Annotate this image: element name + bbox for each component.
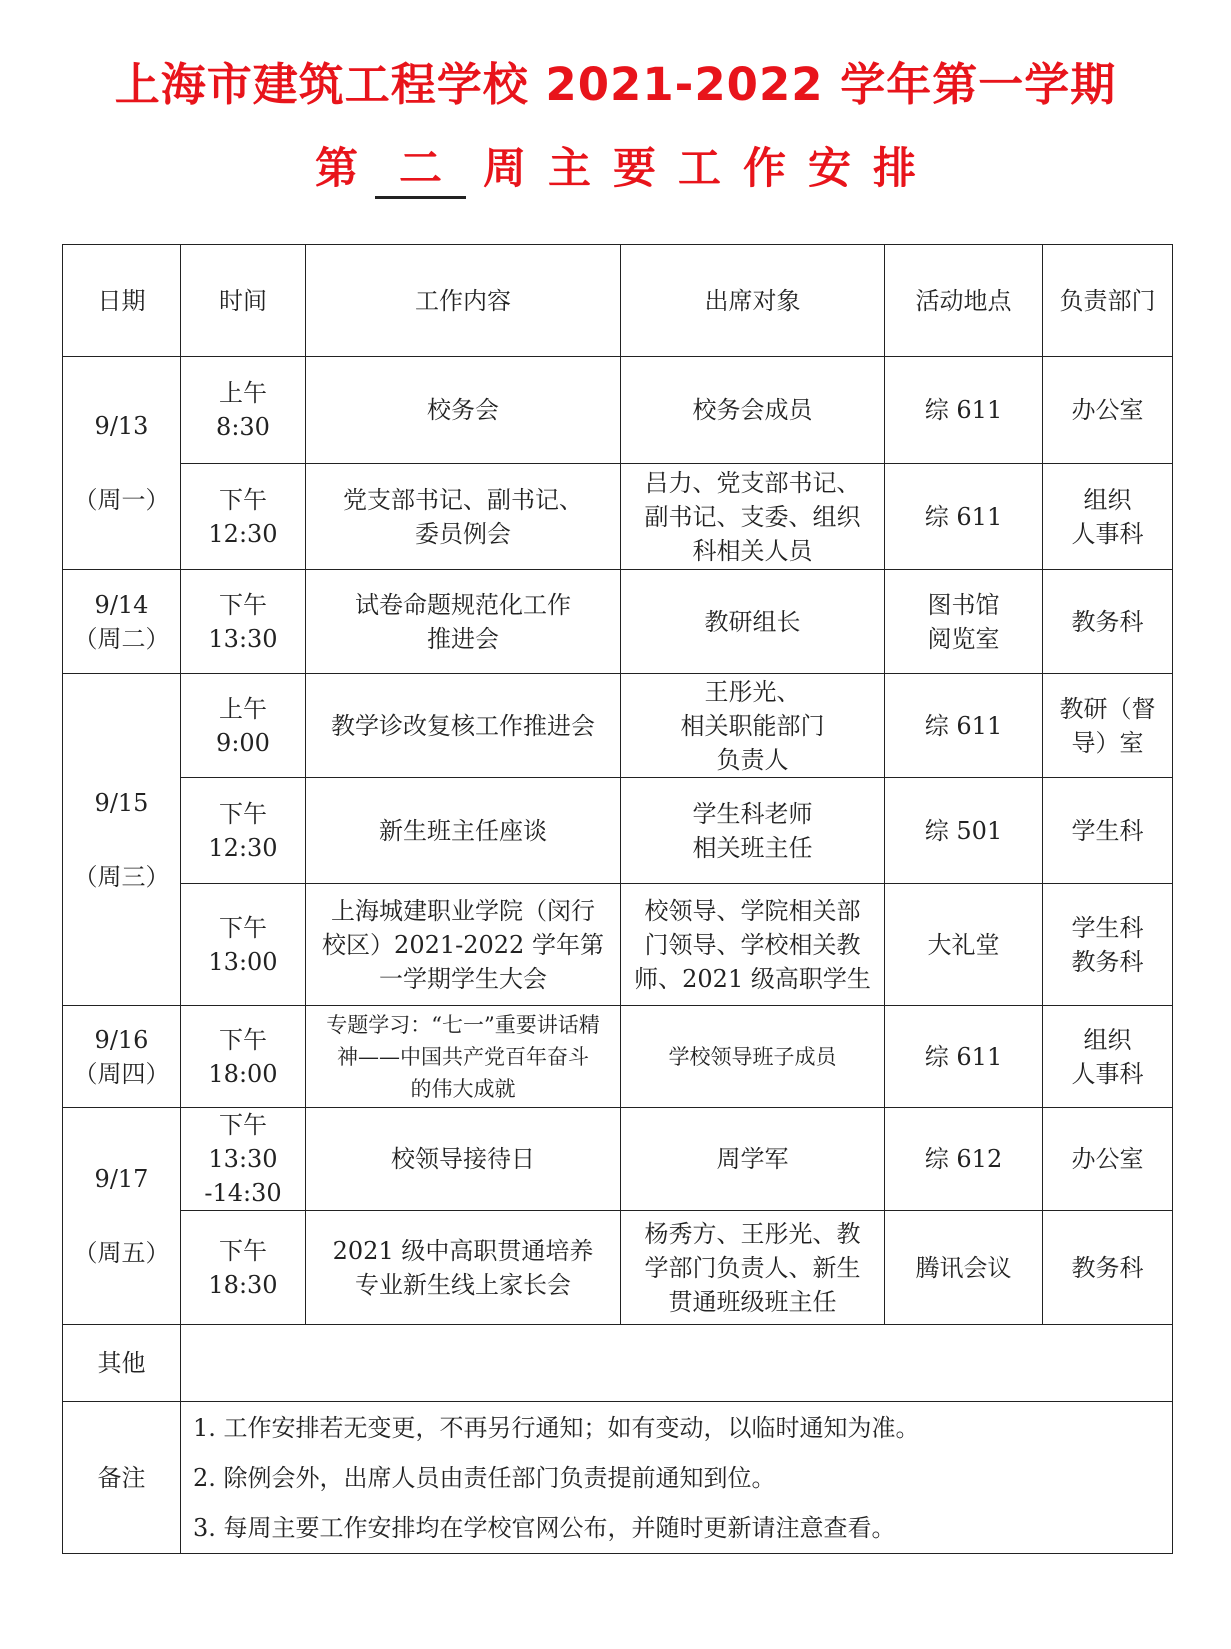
- place-cell: [885, 674, 1043, 778]
- cell-line: 导）室: [1071, 728, 1144, 757]
- header-content: 工作内容: [306, 245, 621, 357]
- table-row: [63, 884, 1173, 1006]
- cell-line: 人事科: [1071, 1059, 1144, 1088]
- cell-line: 下午: [219, 485, 267, 514]
- header-time: 时间: [181, 245, 306, 357]
- weekday-value: （周四）: [73, 1059, 170, 1088]
- cell-line: 校领导、学院相关部: [644, 896, 861, 925]
- attendees-cell: [621, 464, 885, 570]
- dept-cell: [1043, 1006, 1173, 1108]
- cell-line: 办公室: [1071, 1145, 1144, 1173]
- table-row: [63, 778, 1173, 884]
- cell-line: 18:30: [208, 1270, 278, 1299]
- date-cell: [63, 357, 181, 570]
- weekday-value: （周二）: [73, 624, 170, 653]
- cell-line: 的伟大成就: [410, 1076, 516, 1101]
- cell-line: 大礼堂: [927, 930, 1000, 959]
- cell-line: 专业新生线上家长会: [355, 1270, 571, 1299]
- cell-line: 相关职能部门: [680, 711, 825, 740]
- place-cell: [885, 1006, 1043, 1108]
- time-cell: [181, 778, 306, 884]
- time-cell: [181, 1006, 306, 1108]
- content-cell: [306, 884, 621, 1006]
- cell-line: 腾讯会议: [915, 1253, 1012, 1282]
- content-cell: [306, 1108, 621, 1211]
- date-cell: [63, 570, 181, 674]
- cell-line: 教务科: [1071, 947, 1144, 976]
- table-row: [63, 570, 1173, 674]
- time-cell: [181, 1108, 306, 1211]
- note-item: 2. 除例会外，出席人员由责任部门负责提前通知到位。: [193, 1463, 776, 1492]
- cell-line: 12:30: [208, 519, 278, 548]
- cell-line: 13:30: [208, 624, 278, 653]
- dept-cell: [1043, 357, 1173, 464]
- subtitle-char: 要: [613, 144, 656, 194]
- cell-line: 上海城建职业学院（闵行: [331, 896, 595, 925]
- cell-line: 教研（督: [1059, 694, 1156, 723]
- cell-line: 8:30: [216, 413, 270, 441]
- other-content: [181, 1325, 1173, 1402]
- cell-line: 王彤光、: [704, 677, 801, 706]
- weekday-value: （周五）: [73, 1239, 170, 1267]
- content-cell: [306, 570, 621, 674]
- time-cell: [181, 464, 306, 570]
- cell-line: 试卷命题规范化工作: [355, 590, 571, 619]
- cell-line: 9:00: [216, 728, 270, 757]
- other-row: [63, 1325, 1173, 1402]
- dept-cell: [1043, 570, 1173, 674]
- cell-line: 贯通班级班主任: [668, 1287, 837, 1316]
- place-cell: [885, 778, 1043, 884]
- cell-line: 学部门负责人、新生: [644, 1253, 861, 1282]
- cell-line: 学生科: [1071, 816, 1144, 845]
- cell-line: 下午: [219, 1025, 267, 1054]
- document-title: 上海市建筑工程学校 2021-2022 学年第一学期: [114, 58, 1117, 111]
- cell-line: 一学期学生大会: [379, 964, 547, 993]
- table-row: [63, 1006, 1173, 1108]
- other-label: 其他: [63, 1325, 181, 1402]
- cell-line: 教研组长: [704, 607, 801, 636]
- cell-line: 学生科: [1071, 913, 1144, 942]
- attendees-cell: [621, 778, 885, 884]
- date-value: 9/14: [94, 590, 149, 619]
- attendees-cell: [621, 674, 885, 778]
- date-cell: [63, 1108, 181, 1325]
- cell-line: 学生科老师: [692, 799, 813, 828]
- cell-line: 校务会: [427, 396, 499, 424]
- weekday-value: （周一）: [73, 486, 170, 514]
- table-header-row: [63, 245, 1173, 357]
- attendees-cell: [621, 1211, 885, 1325]
- cell-line: 综 611: [924, 502, 1003, 531]
- cell-line: 新生班主任座谈: [379, 816, 547, 845]
- header-place: 活动地点: [885, 245, 1043, 357]
- cell-line: 教务科: [1071, 1253, 1144, 1282]
- cell-line: 组织: [1083, 485, 1132, 514]
- cell-line: 专题学习：“七一”重要讲话精: [326, 1012, 600, 1037]
- cell-line: 校务会成员: [692, 396, 813, 424]
- cell-line: 委员例会: [415, 519, 511, 548]
- cell-line: 综 611: [924, 1042, 1003, 1071]
- table-row: [63, 674, 1173, 778]
- cell-line: 综 611: [924, 396, 1003, 424]
- cell-line: 组织: [1083, 1025, 1132, 1054]
- table-row: [63, 1108, 1173, 1211]
- cell-line: 校区）2021-2022 学年第: [322, 930, 604, 959]
- date-value: 9/15: [94, 788, 149, 817]
- cell-line: 下午: [219, 590, 267, 619]
- dept-cell: [1043, 884, 1173, 1006]
- date-value: 9/16: [94, 1025, 149, 1054]
- attendees-cell: [621, 357, 885, 464]
- cell-line: 人事科: [1071, 519, 1144, 548]
- dept-cell: [1043, 464, 1173, 570]
- document-subtitle: [0, 135, 1231, 199]
- date-value: 9/17: [94, 1165, 149, 1193]
- schedule-table: [62, 244, 1173, 1554]
- table-row: [63, 1211, 1173, 1325]
- cell-line: 办公室: [1071, 396, 1144, 424]
- dept-cell: [1043, 1108, 1173, 1211]
- time-cell: [181, 884, 306, 1006]
- attendees-cell: [621, 884, 885, 1006]
- subtitle-week-number: 二: [375, 135, 466, 199]
- subtitle-char: 排: [873, 144, 916, 194]
- cell-line: 学校领导班子成员: [668, 1044, 837, 1069]
- cell-line: 12:30: [208, 833, 278, 862]
- cell-line: 下午: [219, 913, 267, 942]
- cell-line: 门领导、学校相关教: [644, 930, 861, 959]
- date-cell: [63, 674, 181, 1006]
- cell-line: 负责人: [716, 745, 789, 774]
- content-cell: [306, 674, 621, 778]
- subtitle-char: 工: [678, 144, 721, 194]
- cell-line: -14:30: [204, 1179, 282, 1207]
- dept-cell: [1043, 1211, 1173, 1325]
- date-cell: [63, 1006, 181, 1108]
- table-row: [63, 464, 1173, 570]
- subtitle-char: 主: [548, 144, 591, 194]
- content-cell: [306, 1006, 621, 1108]
- attendees-cell: [621, 570, 885, 674]
- subtitle-char: 作: [743, 144, 786, 194]
- dept-cell: [1043, 778, 1173, 884]
- note-item: 1. 工作安排若无变更，不再另行通知；如有变动，以临时通知为准。: [193, 1413, 920, 1442]
- content-cell: [306, 778, 621, 884]
- cell-line: 教学诊改复核工作推进会: [331, 711, 595, 740]
- cell-line: 下午: [219, 1111, 267, 1139]
- cell-line: 下午: [219, 1236, 267, 1265]
- place-cell: [885, 357, 1043, 464]
- cell-line: 下午: [219, 799, 267, 828]
- note-item: 3. 每周主要工作安排均在学校官网公布，并随时更新请注意查看。: [193, 1513, 896, 1542]
- subtitle-char: 安: [808, 144, 851, 194]
- cell-line: 杨秀方、王彤光、教: [644, 1219, 861, 1248]
- subtitle-prefix: 第: [315, 144, 358, 194]
- dept-cell: [1043, 674, 1173, 778]
- place-cell: [885, 570, 1043, 674]
- cell-line: 阅览室: [927, 624, 1000, 653]
- place-cell: [885, 1108, 1043, 1211]
- cell-line: 2021 级中高职贯通培养: [332, 1236, 594, 1265]
- cell-line: 综 611: [924, 711, 1003, 740]
- cell-line: 13:00: [208, 947, 278, 976]
- cell-line: 图书馆: [927, 590, 1000, 619]
- cell-line: 上午: [219, 694, 267, 723]
- time-cell: [181, 674, 306, 778]
- weekday-value: （周三）: [73, 862, 170, 891]
- cell-line: 周学军: [716, 1145, 789, 1173]
- cell-line: 神——中国共产党百年奋斗: [337, 1044, 589, 1069]
- attendees-cell: [621, 1006, 885, 1108]
- header-date: 日期: [63, 245, 181, 357]
- date-value: 9/13: [94, 412, 149, 440]
- cell-line: 校领导接待日: [391, 1145, 535, 1173]
- content-cell: [306, 1211, 621, 1325]
- table-row: [63, 357, 1173, 464]
- content-cell: [306, 357, 621, 464]
- place-cell: [885, 1211, 1043, 1325]
- time-cell: [181, 570, 306, 674]
- cell-line: 副书记、支委、组织: [644, 502, 861, 531]
- cell-line: 师、2021 级高职学生: [634, 964, 871, 993]
- notes-content: [181, 1402, 1173, 1554]
- header-attendees: 出席对象: [621, 245, 885, 357]
- cell-line: 上午: [219, 379, 267, 407]
- place-cell: [885, 464, 1043, 570]
- cell-line: 13:30: [208, 1145, 278, 1173]
- attendees-cell: [621, 1108, 885, 1211]
- cell-line: 吕力、党支部书记、: [644, 468, 861, 497]
- cell-line: 教务科: [1071, 607, 1144, 636]
- cell-line: 综 612: [924, 1145, 1003, 1173]
- time-cell: [181, 357, 306, 464]
- notes-label: 备注: [63, 1402, 181, 1554]
- cell-line: 综 501: [924, 816, 1003, 845]
- time-cell: [181, 1211, 306, 1325]
- notes-row: [63, 1402, 1173, 1554]
- cell-line: 18:00: [208, 1059, 278, 1088]
- cell-line: 党支部书记、副书记、: [343, 485, 583, 514]
- subtitle-char: 周: [483, 144, 526, 194]
- content-cell: [306, 464, 621, 570]
- cell-line: 推进会: [427, 624, 499, 653]
- cell-line: 科相关人员: [692, 536, 813, 565]
- header-dept: 负责部门: [1043, 245, 1173, 357]
- place-cell: [885, 884, 1043, 1006]
- cell-line: 相关班主任: [692, 833, 813, 862]
